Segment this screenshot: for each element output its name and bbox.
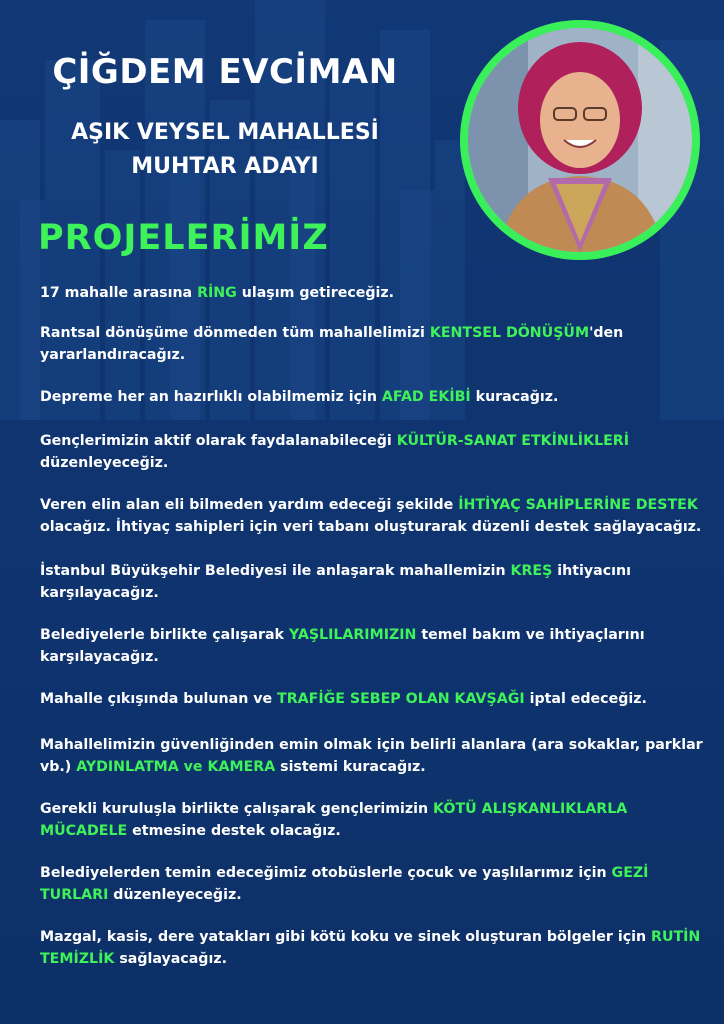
project-highlight: AYDINLATMA ve KAMERA [76, 759, 276, 775]
project-highlight: KREŞ [510, 563, 553, 579]
project-highlight: YAŞLILARIMIZIN [288, 627, 417, 643]
project-text: İstanbul Büyükşehir Belediyesi ile anlaşarak mahallemizin [40, 563, 511, 579]
project-text-end: kuracağız. [470, 389, 559, 405]
project-highlight: GEZİ TURLARI [40, 865, 649, 903]
project-text-end: sağlayacağız. [114, 951, 227, 967]
project-text-end: temel bakım ve ihtiyaçlarını karşılayacağız. [40, 627, 645, 665]
project-text: Belediyelerden temin edeceğimiz otobüslerle çocuk ve yaşlılarımız için [40, 865, 612, 881]
project-text: Mahalle çıkışında bulunan ve [40, 691, 278, 707]
project-item [40, 798, 710, 842]
project-item [40, 624, 710, 668]
project-text: Veren elin alan eli bilmeden yardım edeceği şekilde [40, 497, 459, 513]
candidate-subtitle [30, 116, 420, 184]
project-text-end: ihtiyacını karşılayacağız. [40, 563, 631, 601]
project-text: Mahallelimizin güvenliğinden emin olmak için belirli alanlara (ara sokaklar, parklar vb.) [40, 737, 703, 775]
project-text: Belediyelerle birlikte çalışarak [40, 627, 289, 643]
portrait-photo [468, 28, 692, 252]
project-highlight: KENTSEL DÖNÜŞÜM [429, 325, 590, 341]
project-item [40, 734, 710, 778]
project-text: 17 mahalle arasına [40, 285, 198, 301]
subtitle-line-1: AŞIK VEYSEL MAHALLESİ [71, 120, 379, 145]
project-text-end: iptal edeceğiz. [524, 691, 647, 707]
project-text-end: düzenleyeceğiz. [40, 455, 169, 471]
project-item [40, 322, 710, 366]
project-item [40, 282, 710, 304]
project-text: Mazgal, kasis, dere yatakları gibi kötü koku ve sinek oluşturan bölgeler için [40, 929, 652, 945]
project-item [40, 926, 710, 970]
project-text-end: etmesine destek olacağız. [127, 823, 341, 839]
project-item [40, 688, 710, 710]
project-text: Gerekli kuruluşla birlikte çalışarak gençlerimizin [40, 801, 434, 817]
portrait-illustration [468, 28, 692, 252]
project-text-end: sistemi kuracağız. [275, 759, 426, 775]
project-text: Gençlerimizin aktif olarak faydalanabileceği [40, 433, 397, 449]
project-text-end: ulaşım getireceğiz. [236, 285, 395, 301]
project-highlight: RUTİN TEMİZLİK [40, 929, 701, 967]
candidate-name: ÇİĞDEM EVCİMAN [52, 52, 398, 92]
candidate-portrait [460, 20, 700, 260]
project-highlight: KÜLTÜR-SANAT ETKİNLİKLERİ [396, 433, 630, 449]
project-text: Depreme her an hazırlıklı olabilmemiz için [40, 389, 382, 405]
project-text-end: 'den yararlandıracağız. [40, 325, 624, 363]
project-item [40, 862, 710, 906]
project-item [40, 386, 710, 408]
project-text-end: düzenleyeceğiz. [108, 887, 242, 903]
project-highlight: KÖTÜ ALIŞKANLIKLARLA MÜCADELE [40, 801, 628, 839]
section-title: PROJELERİMİZ [38, 218, 329, 258]
project-highlight: AFAD EKİBİ [381, 389, 471, 405]
project-highlight: TRAFİĞE SEBEP OLAN KAVŞAĞI [277, 691, 525, 707]
project-text-end: olacağız. İhtiyaç sahipleri için veri tabanı oluşturarak düzenli destek sağlayacağız. [40, 519, 702, 535]
subtitle-line-2: MUHTAR ADAYI [131, 154, 319, 179]
project-item [40, 560, 710, 604]
project-text: Rantsal dönüşüme dönmeden tüm mahallelimizi [40, 325, 430, 341]
project-item [40, 494, 710, 538]
project-item [40, 430, 710, 474]
project-highlight: İHTİYAÇ SAHİPLERİNE DESTEK [458, 497, 698, 513]
project-highlight: RİNG [197, 285, 237, 301]
